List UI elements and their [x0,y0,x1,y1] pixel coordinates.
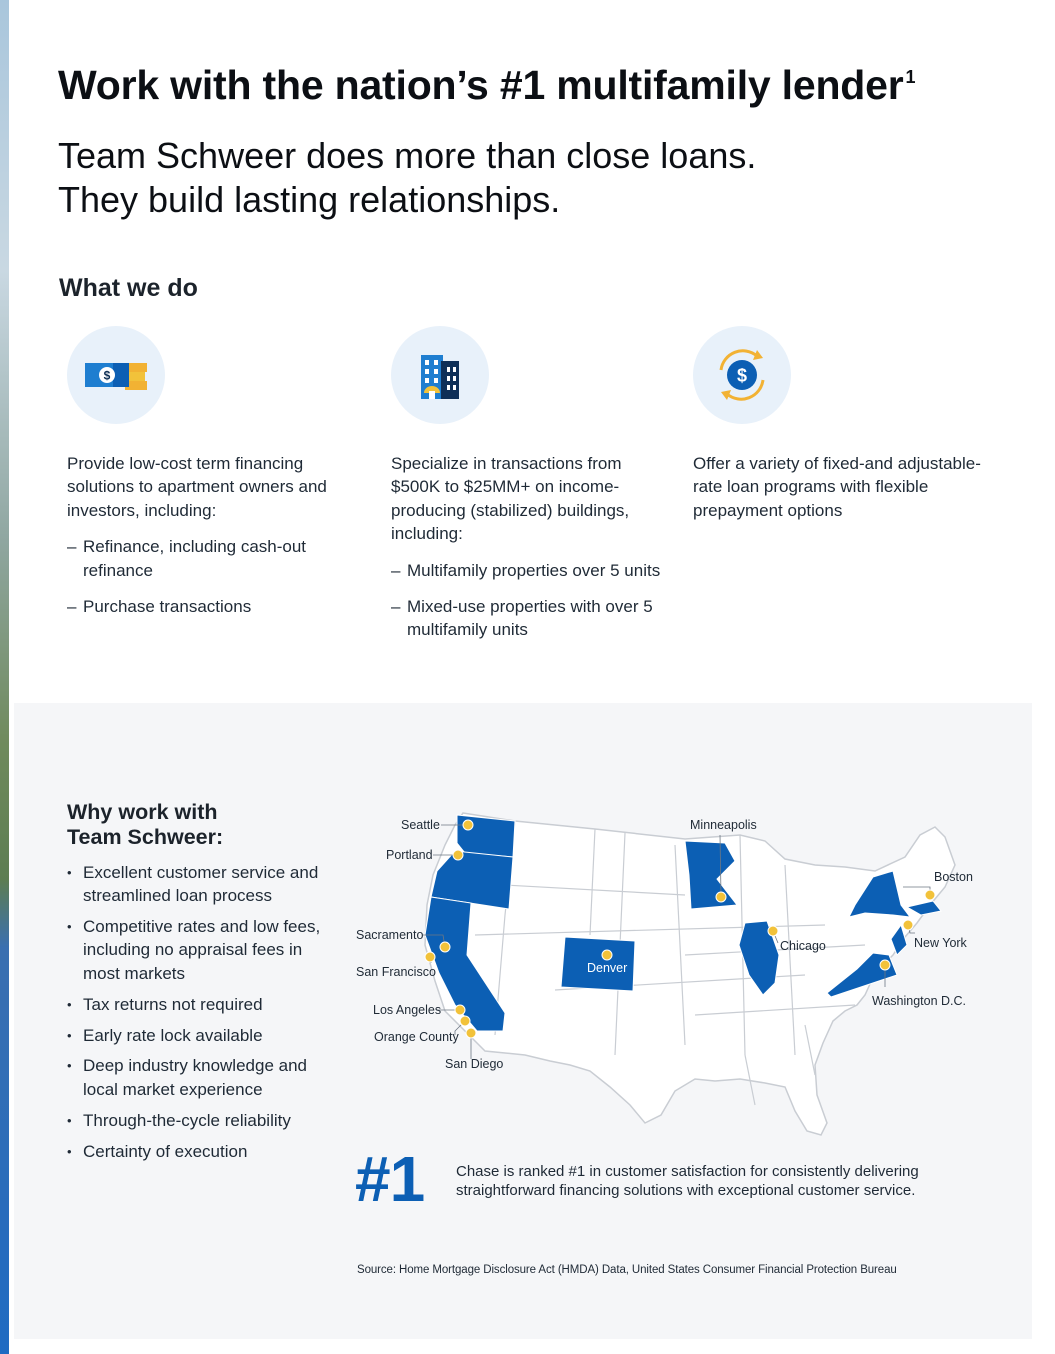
list-item: – Purchase transactions [67,595,347,618]
subtitle-line: Team Schweer does more than close loans. [58,135,757,176]
city-marker-orange-county [460,1016,470,1026]
service-description: Offer a variety of fixed-and adjustable-rate loan programs with flexible prepayment options [693,454,981,520]
page-title: Work with the nation’s #1 multifamily lender $^1$ [58,62,916,108]
city-label: San Francisco [356,965,436,979]
building-icon [391,326,489,424]
us-map-graphic [345,805,1005,1145]
city-marker-sacramento [440,942,450,952]
why-heading-line: Team Schweer: [67,825,224,849]
city-label: Seattle [401,818,440,832]
benefits-list [67,861,327,1170]
edge-photo-strip [0,0,9,1354]
city-label: San Diego [445,1057,504,1071]
city-marker-los-angeles [455,1005,465,1015]
service-list [67,535,347,618]
list-item: • Deep industry knowledge and local market experience [67,1054,327,1101]
city-label: Boston [934,870,973,884]
service-description: Provide low-cost term financing solutions to apartment owners and investors, including: [67,454,327,520]
city-label: Chicago [780,939,826,953]
why-heading [67,800,327,850]
rank-number: #1 [355,1143,425,1215]
rank-description: Chase is ranked #1 in customer satisfaction for consistently delivering straightforward financing solutions with exceptional customer service. [456,1163,919,1199]
city-label: Orange County [374,1030,459,1044]
svg-text:$: $ [736,365,748,386]
service-list [391,559,671,642]
service-description: Specialize in transactions from $500K to $25MM+ on income-producing (stabilized) buildings, including: [391,454,630,544]
city-label: New York [914,936,967,950]
list-item: • Certainty of execution [67,1140,327,1163]
city-marker-chicago [768,926,778,936]
service-column-financing [67,326,347,631]
footnote-marker: 1 [905,67,916,87]
svg-text:$: $ [103,368,111,383]
list-item: • Competitive rates and low fees, including no appraisal fees in most markets [67,915,327,985]
us-map [345,805,1005,1145]
city-label: Sacramento [356,928,424,942]
what-we-do-heading: What we do [59,274,198,302]
city-label: Los Angeles [373,1003,442,1017]
city-label: Minneapolis [690,818,757,832]
source-note: Source: Home Mortgage Disclosure Act (HMDA) Data, United States Consumer Financial Protection Bureau [357,1264,897,1276]
page-subtitle [58,134,958,222]
list-item: • Excellent customer service and streamlined loan process [67,861,327,908]
city-marker-denver [602,950,612,960]
city-marker-portland [453,850,463,860]
money-bills-icon [67,326,165,424]
city-marker-minneapolis [716,892,726,902]
city-label: Portland [386,848,433,862]
city-label: Denver [587,961,628,975]
service-column-loan-programs [693,326,983,522]
city-marker-san-francisco [425,952,435,962]
city-label: Washington D.C. [872,994,967,1008]
list-item: • Tax returns not required [67,993,327,1016]
list-item: – Mixed-use properties with over 5 multifamily units [391,595,671,642]
service-column-transactions [391,326,671,655]
list-item: – Refinance, including cash-out refinance [67,535,347,582]
list-item: • Early rate lock available [67,1024,327,1047]
list-item: • Through-the-cycle reliability [67,1109,327,1132]
dollar-cycle-icon [693,326,791,424]
why-heading-line: Why work with [67,800,218,824]
list-item: – Multifamily properties over 5 units [391,559,671,582]
city-marker-boston [925,890,935,900]
city-marker-new-york [903,920,913,930]
city-marker-seattle [463,820,473,830]
city-marker-san-diego [466,1028,476,1038]
subtitle-line: They build lasting relationships. [58,179,561,220]
city-marker-washington-dc [880,960,890,970]
